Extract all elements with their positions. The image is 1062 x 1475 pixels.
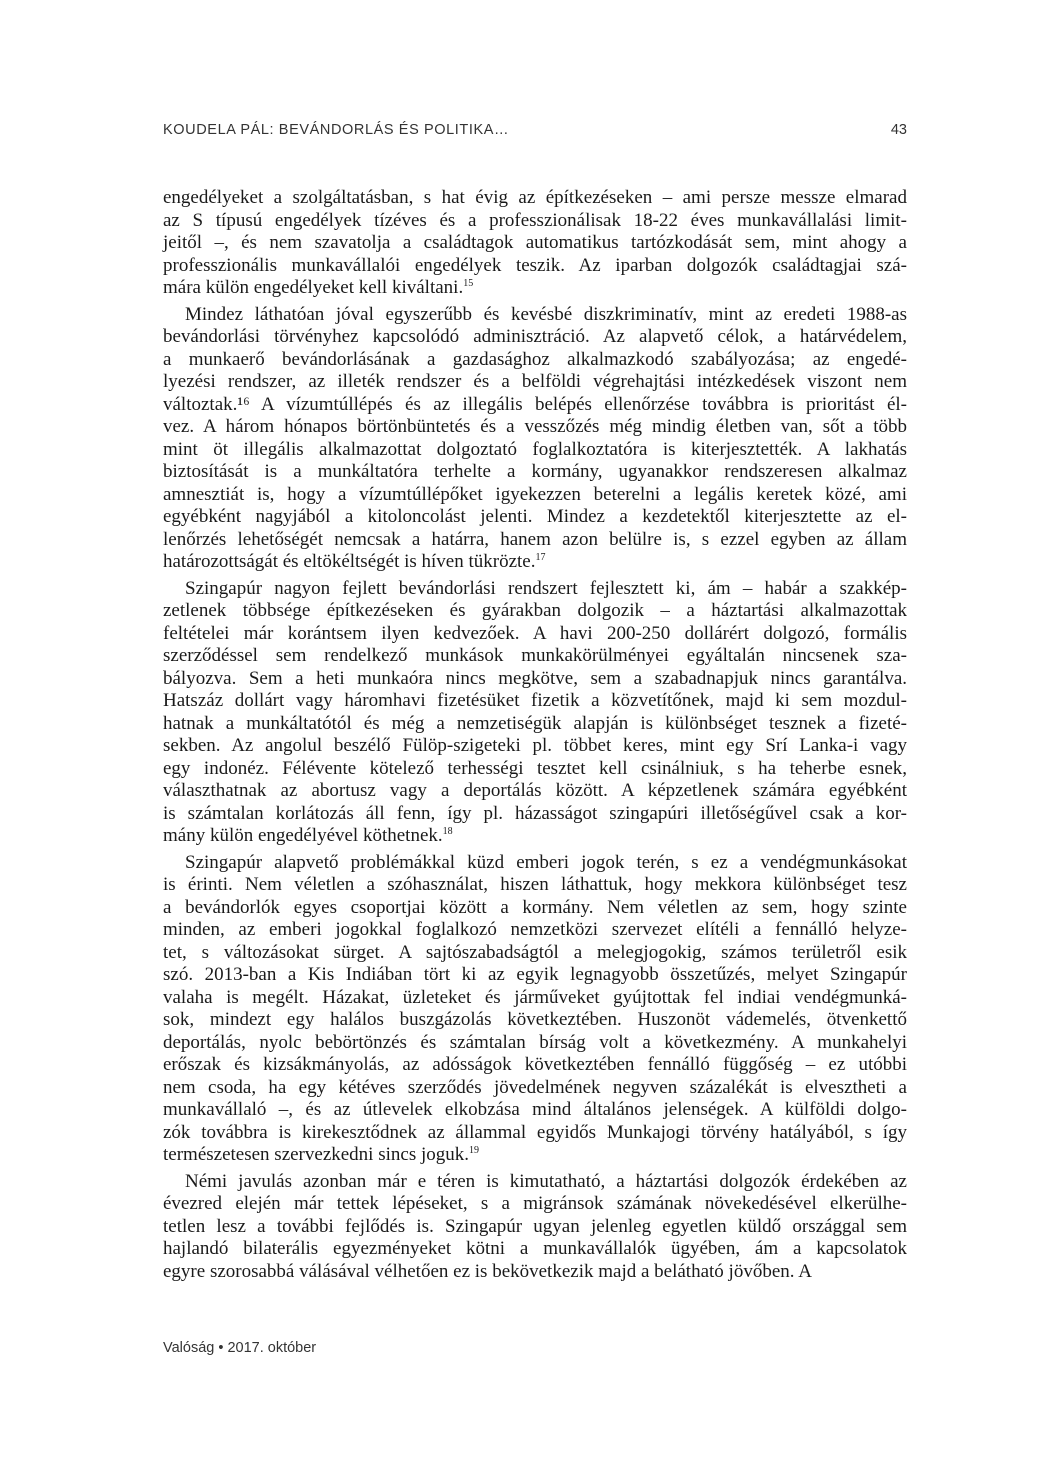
text-line: sekben. Az angolul beszélő Fülöp-szigeteki pl. többet keres, mint egy Srí Lanka-i vagy [163, 735, 907, 756]
text-line: amnesztiát is, hogy a vízumtúllépőket igyekezzen beterelni a legális keretek közé, ami [163, 483, 907, 505]
running-header [163, 122, 907, 144]
text-line: Némi javulás azonban már e téren is kimutatható, a háztartási dolgozók érdekében az [185, 1170, 907, 1192]
text-line: határozottságát és eltökéltségét is híven tükrözte.$^{17}$ [163, 551, 546, 572]
text-line: egyébként nagyjából a kitoloncolást jelenti. Mindez a kezdetektől kiterjesztette az el- [163, 506, 907, 527]
text-line: jeitől –, és nem szavatolja a családtagok automatikus tartózkodását sem, mint ahogy a [163, 232, 907, 253]
text-line: természetesen szervezkedni sincs joguk.$^{19}$ [163, 1144, 479, 1165]
text-line: nem csoda, ha egy kétéves szerződés jövedelmének negyven százalékát is elvesztheti a [163, 1076, 907, 1098]
footnote-marker: 15 [463, 278, 474, 289]
text-line: a munkaerő bevándorlásának a gazdasághoz alkalmazkodó szabályozása; az engedé- [163, 348, 907, 370]
text-line: hajlandó bilaterális egyezményeket kötni a munkavállalók ügyében, ám a kapcsolatok [163, 1238, 907, 1259]
text-line: is érinti. Nem véletlen a szóhasználat, hiszen láthattuk, hogy mekkora különbséget tesz [163, 874, 907, 895]
text-line: szó. 2013-ban a Kis Indiában tört ki az egyik legnagyobb összetűzés, melyet Szingapúr [163, 964, 907, 985]
text-line: változtak.¹⁶ A vízumtúllépés és az illegális belépés ellenőrzése továbbra is prioritást él- [163, 393, 907, 415]
text-line: tet, s változásokat sürget. A sajtószabadságtól a melegjogokig, számos területről esik [163, 941, 907, 963]
text-line: zók továbbra is kirekesztődnek az állammal egyidős Munkajogi törvény hatályából, s így [163, 1121, 907, 1143]
paragraph [163, 578, 907, 848]
text-line: vez. A három hónapos börtönbüntetés és a vesszőzés még mindig életben van, sőt a több [163, 416, 907, 437]
footnote-marker: 18 [442, 826, 453, 837]
text-line: erőszak és kizsákmányolás, az adósságok következtében fennálló függőség – ez utóbbi [163, 1054, 907, 1075]
text-line: az S típusú engedélyek tízéves és a professzionálisak 18-22 éves munkavállalási limit- [163, 209, 907, 231]
paragraph [163, 1171, 907, 1284]
text-line: munkavállaló –, és az útlevelek elkobzása mind általános jelenségek. A külföldi dolgo- [163, 1099, 907, 1120]
text-line: biztosítását is a munkáltatóra terhelte a kormány, ugyanakkor rendszeresen alkalmaz [163, 461, 907, 482]
text-line: Szingapúr alapvető problémákkal küzd emberi jogok terén, s ez a vendégmunkásokat [185, 851, 907, 873]
text-line: sok, mindezt egy halálos buszgázolás következtében. Huszonöt vádemelés, ötvenkettő [163, 1009, 907, 1030]
text-line: zetlenek többsége építkezéseken és gyárakban dolgozik – a háztartási alkalmazottak [163, 600, 907, 621]
journal-footer: Valóság • 2017. október [163, 1340, 317, 1356]
text-line: bályozva. Sem a heti munkaóra nincs megkötve, sem a szabadnapjuk nincs garantálva. [163, 667, 907, 689]
footnote-marker: 17 [535, 552, 546, 563]
paragraph [163, 187, 907, 300]
text-line: tetlen lesz a további fejlődés is. Szingapúr ugyan jelenleg egyetlen küldő országgal sem [163, 1215, 907, 1237]
paragraph [163, 304, 907, 574]
text-line: Szingapúr nagyon fejlett bevándorlási rendszert fejlesztett ki, ám – habár a szakkép- [185, 577, 907, 599]
article-body [163, 187, 907, 1287]
text-line: egy indonéz. Félévente kötelező terhességi tesztet kell csinálniuk, s ha teherbe esnek, [163, 757, 907, 779]
text-line: évezred elején már tettek lépéseket, s a migránsok számának növekedésével elkerülhe- [163, 1193, 907, 1214]
text-line: Mindez láthatóan jóval egyszerűbb és kevésbé diszkriminatív, mint az eredeti 1988-as [185, 303, 907, 325]
text-line: minden, az emberi jogokkal foglalkozó nemzetközi szervezet elítéli a fennálló helyze- [163, 919, 907, 940]
text-line: választhatnak az abortusz vagy a deportálás között. A képzetlenek számára egyébként [163, 780, 907, 801]
text-line: lyezési rendszer, az illeték rendszer és a belföldi végrehajtási intézkedések viszont nem [163, 371, 907, 392]
text-line: engedélyeket a szolgáltatásban, s hat évig az építkezéseken – ami persze messze elmarad [163, 187, 907, 208]
text-line: mára külön engedélyeket kell kiváltani.$^{15}$ [163, 277, 474, 298]
text-line: feltételei már korántsem ilyen kedvezőek. A havi 200-250 dollárért dolgozó, formális [163, 622, 907, 644]
text-line: deportálás, nyolc bebörtönzés és számtalan bírság volt a következmény. A munkahelyi [163, 1031, 907, 1053]
text-line: szerződéssel sem rendelkező munkások munkakörülményei egyáltalán nincsenek sza- [163, 645, 907, 666]
text-line: mint öt illegális alkalmazottat dolgoztató foglalkoztatóra is kiterjesztették. A lakhatás [163, 438, 907, 460]
paragraph [163, 852, 907, 1167]
text-line: professzionális munkavállalói engedélyek teszik. Az iparban dolgozók családtagjai szá- [163, 254, 907, 276]
text-line: lenőrzés lehetőségét nemcsak a határra, hanem azon belülre is, s ezzel egyben az állam [163, 528, 907, 550]
text-line: is számtalan korlátozás áll fenn, így pl. házasságot szingapúri illetőségűvel csak a kor- [163, 802, 907, 824]
footnote-marker: 19 [469, 1145, 479, 1156]
text-line: bevándorlási törvényhez kapcsolódó adminisztráció. Az alapvető célok, a határvédelem, [163, 326, 907, 347]
text-line: hatnak a munkáltatótól és még a nemzetiségük alapján is különbséget tesznek a fizeté- [163, 712, 907, 734]
running-title: KOUDELA PÁL: BEVÁNDORLÁS ÉS POLITIKA… [163, 122, 510, 138]
text-line: a bevándorlók egyes csoportjai között a kormány. Nem véletlen az sem, hogy szinte [163, 896, 907, 918]
text-line: mány külön engedélyével köthetnek.$^{18}$ [163, 825, 453, 846]
text-line: Hatszáz dollárt vagy háromhavi fizetésüket fizetik a közvetítőnek, majd ki sem mozdul- [163, 690, 907, 711]
page-number: 43 [890, 122, 907, 138]
text-line: valaha is megélt. Házakat, üzleteket és járműveket gyújtottak fel indiai vendégmunká- [163, 986, 907, 1008]
text-line: egyre szorosabbá válásával vélhetően ez is bekövetkezik majd a belátható jövőben. A [163, 1260, 812, 1282]
